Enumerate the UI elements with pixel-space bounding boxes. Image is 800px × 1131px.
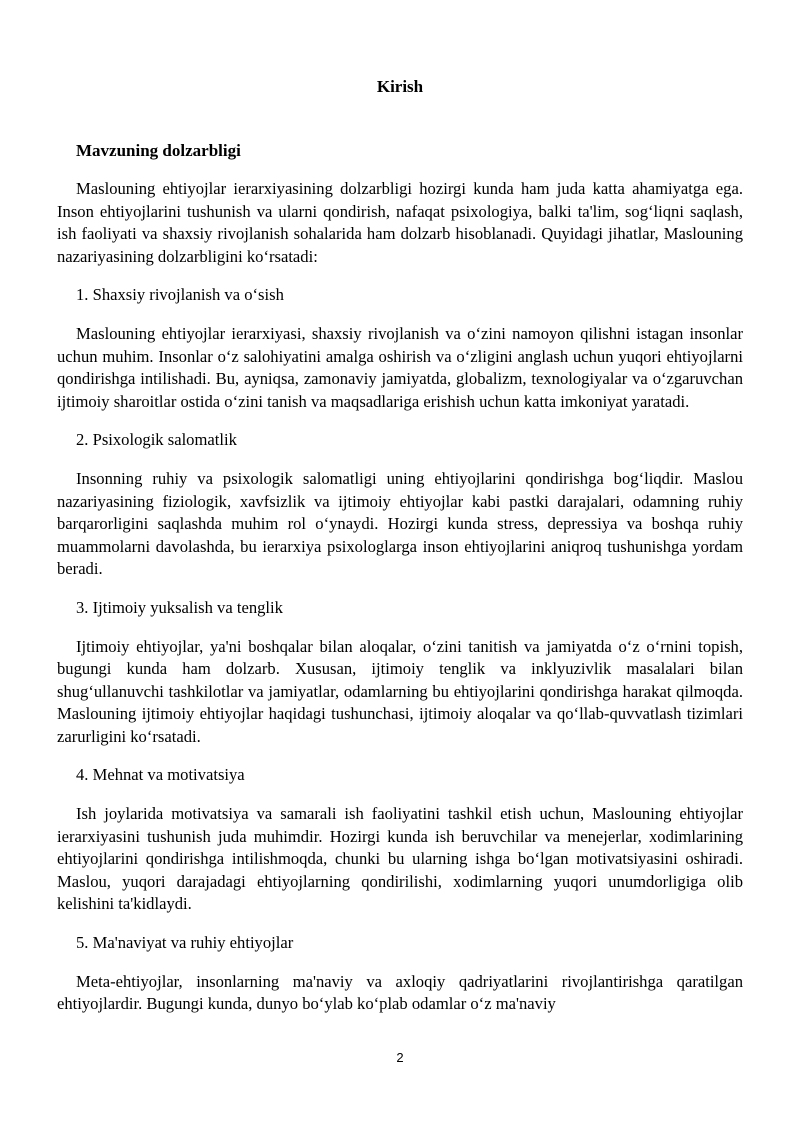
document-body (57, 178, 743, 1032)
page-number: 2 (396, 1050, 404, 1065)
item-paragraph-3: Ijtimoiy ehtiyojlar, ya'ni boshqalar bilan aloqalar, o‘zini tanitish va jamiyatda o‘z o‘rnini topish, bugungi kunda ham dolzarb. Xususan, ijtimoiy tenglik va inklyuzivlik masalalari bilan shug‘ullanuvchi tashkilotlar va jamiyatlar, odamlarning bu ehtiyojlarini qondirishga harakat qilmoqda. Maslouning ijtimoiy ehtiyojlar haqidagi tushunchasi, ijtimoiy aloqalar va qo‘llab-quvvatlash tizimlari zarurligini ko‘rsatadi. (57, 636, 743, 746)
item-paragraph-2: Insonning ruhiy va psixologik salomatligi uning ehtiyojlarini qondirishga bog‘liqdir. Maslou nazariyasining fiziologik, xavfsizlik va ijtimoiy ehtiyojlar kabi pastki darajalari, odamning ruhiy barqarorligini saqlashda muhim rol o‘ynaydi. Hozirgi kunda stress, depressiya va boshqa ruhiy muammolarni davolashda, bu ierarxiya psixologlarga inson ehtiyojlarini aniqroq tushunishga yordam beradi. (57, 468, 743, 579)
item-paragraph-1: Maslouning ehtiyojlar ierarxiyasi, shaxsiy rivojlanish va o‘zini namoyon qilishni istagan insonlar uchun muhim. Insonlar o‘z salohiyatini amalga oshirish va o‘zligini anglash uchun yuqori ehtiyojlarni qondirishga intilishadi. Bu, ayniqsa, zamonaviy jamiyatda, globalizm, texnologiyalar va o‘zgaruvchan ijtimoiy sharoitlar ostida o‘zini tanish va maqsadlariga erishish uchun katta imkoniyat yaratadi. (57, 323, 743, 411)
item-title-1: 1. Shaxsiy rivojlanish va o‘sish (76, 285, 284, 305)
page-title: Kirish (376, 77, 424, 96)
item-paragraph-5: Meta-ehtiyojlar, insonlarning ma'naviy va axloqiy qadriyatlarini rivojlantirishga qaratilgan ehtiyojlardir. Bugungi kunda, dunyo bo‘ylab ko‘plab odamlar o‘z ma'naviy (57, 971, 743, 1014)
item-title-5: 5. Ma'naviyat va ruhiy ehtiyojlar (76, 933, 294, 953)
section-heading: Mavzuning dolzarbligi (76, 141, 241, 160)
item-title-4: 4. Mehnat va motivatsiya (76, 765, 245, 785)
item-paragraph-4: Ish joylarida motivatsiya va samarali ish faoliyatini tashkil etish uchun, Maslouning ehtiyojlar ierarxiyasini tushunish juda muhimdir. Hozirgi kunda ish beruvchilar va menejerlar, xodimlarining ehtiyojlarini qondirishga intilishmoqda, chunki bu ularning ishga bo‘lgan motivatsiyasini oshiradi. Maslou, yuqori darajadagi ehtiyojlarning qondirilishi, xodimlarning yuqori unumdorligiga olib kelishini ta'kidlaydi. (57, 804, 743, 914)
item-title-2: 2. Psixologik salomatlik (76, 430, 237, 450)
item-title-3: 3. Ijtimoiy yuksalish va tenglik (76, 597, 283, 617)
intro-paragraph: Maslouning ehtiyojlar ierarxiyasining dolzarbligi hozirgi kunda ham juda katta ahamiyatga ega. Inson ehtiyojlarini tushunish va ularni qondirish, nafaqat psixologiya, balki ta'lim, sog‘liqni saqlash, ish faoliyati va shaxsiy rivojlanish sohalarida ham dolzarb hisoblanadi. Quyidagi jihatlar, Maslouning nazariyasining dolzarbligini ko‘rsatadi: (57, 179, 743, 266)
